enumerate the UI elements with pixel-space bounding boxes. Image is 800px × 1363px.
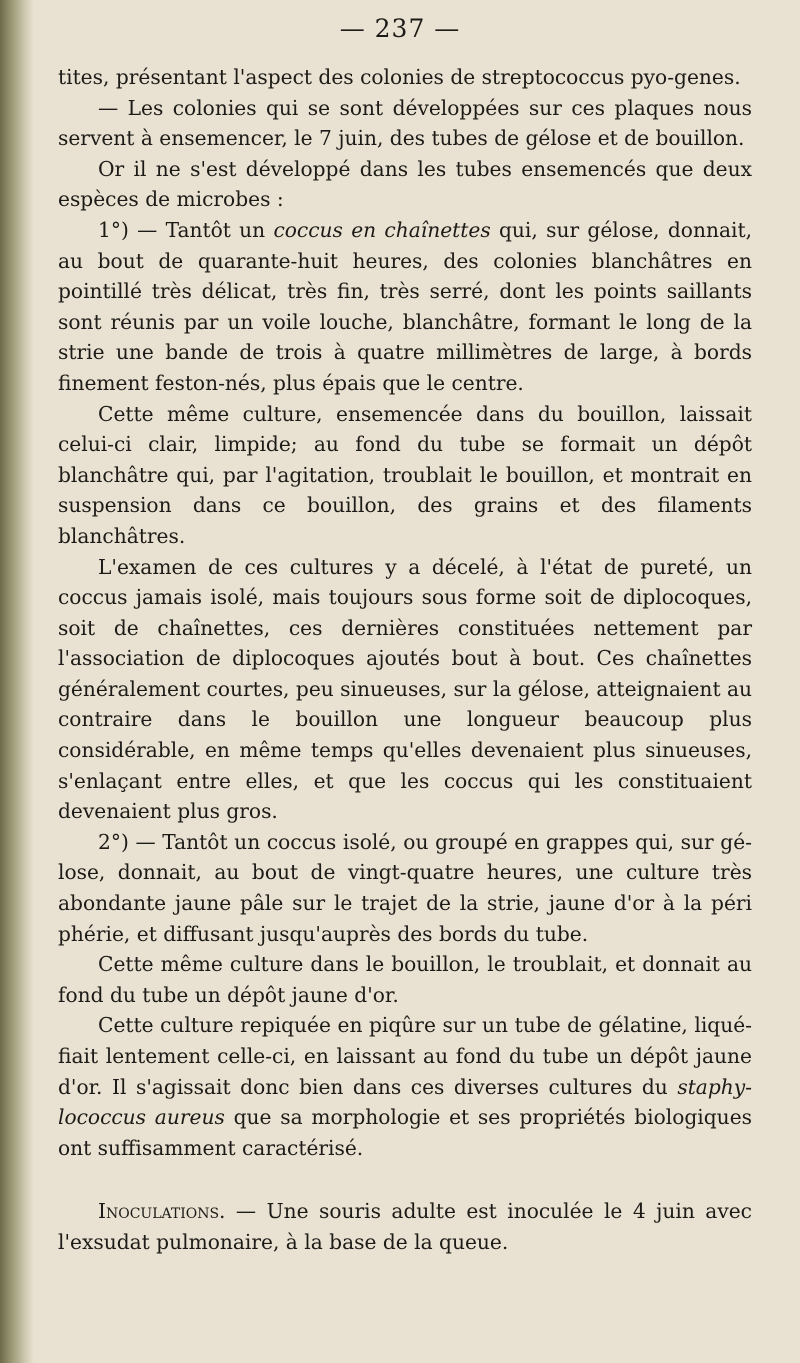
paragraph: Cette même culture, ensemencée dans du bouillon, laissait celui-ci clair, limpide; au fond du tube se formait un dépôt blanchâtre qui, par l'agitation, troublait le bouillon, et montrait en suspension dans ce bouillon, des grains et des filaments blanchâtres. (58, 401, 752, 548)
italic-term: staphy-lococcus aureus (58, 1074, 752, 1130)
paragraph-rest: qui, sur gélose, donnait, au bout de quarante-huit heures, des colonies blanchâtres en pointillé très délicat, très fin, très serré, dont les points saillants sont réunis par un voile louche, blanchâtre, formant le long de la strie une bande de trois à quatre millimètres de large, à bords finement feston-nés, plus épais que le centre. (58, 217, 752, 395)
paragraph-rest: que sa morphologie et ses propriétés biologiques ont suffisamment caractérisé. (58, 1105, 752, 1160)
paragraph: — Les colonies qui se sont développées sur ces plaques nous servent à ensemencer, le 7 juin, des tubes de gélose et de bouillon. (58, 95, 752, 151)
paragraph-lead: 1°) — Tantôt un (98, 217, 274, 242)
section-heading: Inoculations. (98, 1199, 226, 1224)
paragraph-rest: — Une souris adulte est inoculée le 4 juin avec l'exsudat pulmonaire, à la base de la queue. (58, 1199, 752, 1254)
paragraph-lead: Cette culture repiquée en piqûre sur un tube de gélatine, liqué-fiait lentement celle-ci, en laissant au fond du tube un dépôt jaune d'or. Il s'agissait donc bien dans ces diverses cultures du (58, 1013, 752, 1099)
paragraph: L'examen de ces cultures y a décelé, à l'état de pureté, un coccus jamais isolé, mais toujours sous forme soit de diplocoques, soit de chaînettes, ces dernières constituées nettement par l'association de diplocoques ajoutés bout à bout. Ces chaînettes généralement courtes, peu sinueuses, sur la gélose, atteignaient au contraire dans le bouillon une longueur beaucoup plus considérable, en même temps qu'elles devenaient plus sinueuses, s'enlaçant entre elles, et que les coccus qui les constituaient devenaient plus gros. (58, 554, 753, 824)
paragraph: tites, présentant l'aspect des colonies de streptococcus pyo-genes. (58, 65, 741, 89)
paragraph (58, 1196, 752, 1257)
paragraph: Or il ne s'est développé dans les tubes ensemencés que deux espèces de microbes : (58, 156, 752, 212)
paragraph (58, 1010, 752, 1163)
page-number: — 237 — (339, 14, 461, 43)
body-text (58, 62, 752, 1258)
paragraph: 2°) — Tantôt un coccus isolé, ou groupé en grappes qui, sur gé-lose, donnait, au bout de vingt-quatre heures, une culture très abondante jaune pâle sur le trajet de la strie, jaune d'or à la péri phérie, et diffusant jusqu'auprès des bords du tube. (58, 829, 752, 946)
paragraph: Cette même culture dans le bouillon, le troublait, et donnait au fond du tube un dépôt jaune d'or. (58, 952, 752, 1007)
paragraph (58, 215, 752, 399)
section-gap (58, 1163, 752, 1196)
italic-term: coccus en chaînettes (273, 217, 491, 242)
page-binding-shadow (0, 0, 34, 1363)
